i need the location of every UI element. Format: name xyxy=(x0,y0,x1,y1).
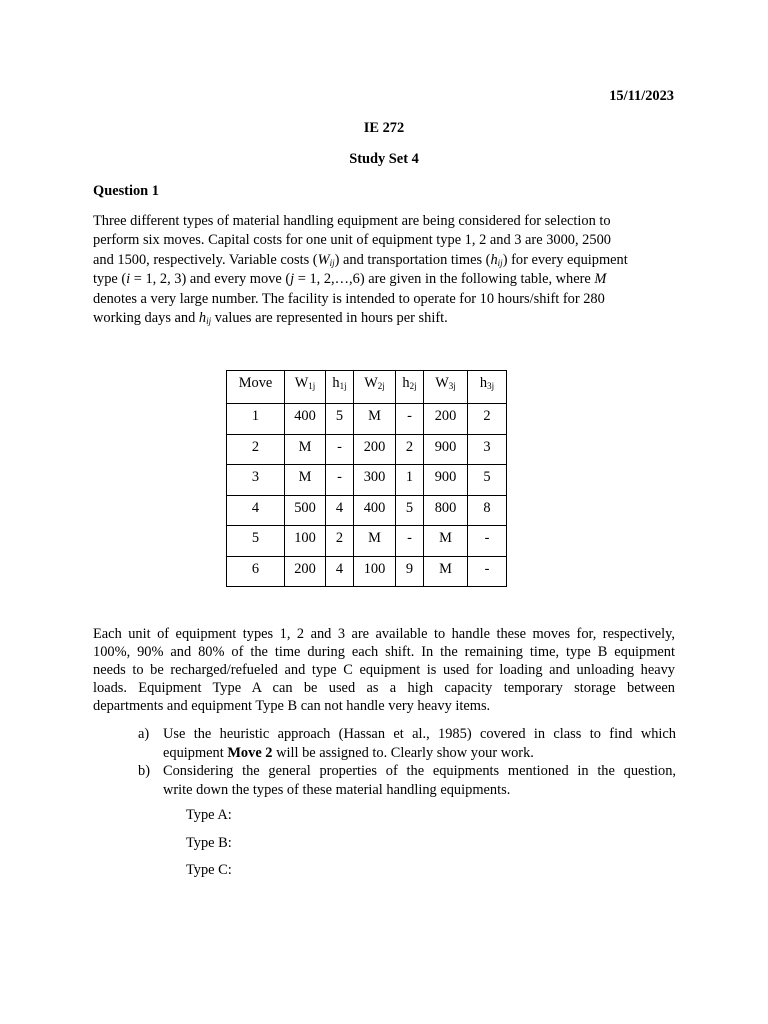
table-cell: 3 xyxy=(468,434,507,465)
table-cell: 200 xyxy=(424,404,468,435)
item-line: write down the types of these material handling equipments. xyxy=(163,781,511,798)
sub-questions xyxy=(138,725,676,799)
intro-line: denotes a very large number. The facility is intended to operate for 10 hours/shift for 280 xyxy=(93,290,605,307)
table-cell: 4 xyxy=(326,556,354,587)
header-h3j: $h_{3j}$ xyxy=(468,371,507,404)
table-cell: 200 xyxy=(354,434,396,465)
table-cell: M xyxy=(354,526,396,557)
table-header-row xyxy=(227,371,507,404)
paragraph-line: needs to be recharged/refueled and type C equipment is used for loading and unloading heavy xyxy=(93,662,675,678)
question-heading: Question 1 xyxy=(93,183,159,199)
equipment-paragraph xyxy=(93,625,675,715)
paragraph-line: Each unit of equipment types 1, 2 and 3 are available to handle these moves for, respectively, xyxy=(93,626,675,642)
header-w1j: $W_{1j}$ xyxy=(285,371,326,404)
table-row xyxy=(227,556,507,587)
table-cell: M xyxy=(285,465,326,496)
table-cell: 1 xyxy=(396,465,424,496)
intro-line: type (i = 1, 2, 3) and every move (j = 1, 2,…,6) are given in the following table, where M xyxy=(93,271,607,288)
header-h2j: $h_{2j}$ xyxy=(396,371,424,404)
question-intro xyxy=(93,212,676,328)
table-cell: - xyxy=(468,526,507,557)
move-number-cell: 5 xyxy=(227,526,285,557)
item-line: Use the heuristic approach (Hassan et al., 1985) covered in class to find which xyxy=(163,726,676,742)
table-cell: - xyxy=(468,556,507,587)
table-cell: 5 xyxy=(396,495,424,526)
table-cell: 2 xyxy=(468,404,507,435)
table-cell: - xyxy=(396,526,424,557)
paragraph-line: 100%, 90% and 80% of the time during each shift. In the remaining time, type B equipment xyxy=(93,644,675,660)
table-row xyxy=(227,465,507,496)
table-cell: - xyxy=(396,404,424,435)
table-cell: 5 xyxy=(326,404,354,435)
table-cell: - xyxy=(326,465,354,496)
table-cell: M xyxy=(285,434,326,465)
table-cell: 2 xyxy=(396,434,424,465)
item-marker: a) xyxy=(138,726,150,742)
table-cell: 9 xyxy=(396,556,424,587)
move-number-cell: 1 xyxy=(227,404,285,435)
table-cell: 2 xyxy=(326,526,354,557)
table-cell: 900 xyxy=(424,434,468,465)
move-number-cell: 4 xyxy=(227,495,285,526)
intro-line: and 1500, respectively. Variable costs $(W_{ij})$ and transportation times $(h_{ij})$ for every equipment xyxy=(93,251,628,268)
table-row xyxy=(227,404,507,435)
table-cell: 100 xyxy=(285,526,326,557)
move-number-cell: 3 xyxy=(227,465,285,496)
header-h1j: $h_{1j}$ xyxy=(326,371,354,404)
table-cell: 300 xyxy=(354,465,396,496)
header-w2j: $W_{2j}$ xyxy=(354,371,396,404)
type-c-label: Type C: xyxy=(186,862,232,879)
sub-question-b xyxy=(138,762,676,799)
cost-time-table xyxy=(226,370,507,587)
intro-line: working days and $h_{ij}$ values are represented in hours per shift. xyxy=(93,309,448,326)
table-cell: 800 xyxy=(424,495,468,526)
table-row xyxy=(227,495,507,526)
table-cell: 8 xyxy=(468,495,507,526)
course-code: IE 272 xyxy=(363,120,405,136)
table-cell: 4 xyxy=(326,495,354,526)
table-cell: 200 xyxy=(285,556,326,587)
header-move: Move xyxy=(227,371,285,404)
table-cell: 400 xyxy=(354,495,396,526)
table-row xyxy=(227,526,507,557)
item-line: Considering the general properties of the equipments mentioned in the question, xyxy=(163,763,676,779)
table-cell: M xyxy=(424,556,468,587)
item-line: equipment Move 2 will be assigned to. Clearly show your work. xyxy=(163,744,534,761)
paragraph-line: departments and equipment Type B can not handle very heavy items. xyxy=(93,698,491,714)
table-row xyxy=(227,434,507,465)
equipment-type-answers xyxy=(186,806,232,889)
table-cell: 100 xyxy=(354,556,396,587)
document-date: 15/11/2023 xyxy=(609,88,674,104)
table-cell: M xyxy=(354,404,396,435)
table-cell: 900 xyxy=(424,465,468,496)
table-cell: 5 xyxy=(468,465,507,496)
table-cell: 400 xyxy=(285,404,326,435)
study-set-title: Study Set 4 xyxy=(349,151,419,167)
intro-line: Three different types of material handling equipment are being considered for selection to xyxy=(93,213,611,229)
paragraph-line: loads. Equipment Type A can be used as a high capacity temporary storage between xyxy=(93,680,675,696)
table-cell: M xyxy=(424,526,468,557)
type-b-label: Type B: xyxy=(186,834,232,851)
sub-question-a xyxy=(138,725,676,762)
type-a-label: Type A: xyxy=(186,807,232,823)
move-number-cell: 6 xyxy=(227,556,285,587)
table-cell: - xyxy=(326,434,354,465)
item-marker: b) xyxy=(138,763,150,779)
move-number-cell: 2 xyxy=(227,434,285,465)
table-cell: 500 xyxy=(285,495,326,526)
header-w3j: $W_{3j}$ xyxy=(424,371,468,404)
intro-line: perform six moves. Capital costs for one unit of equipment type 1, 2 and 3 are 3000, 2500 xyxy=(93,232,611,249)
